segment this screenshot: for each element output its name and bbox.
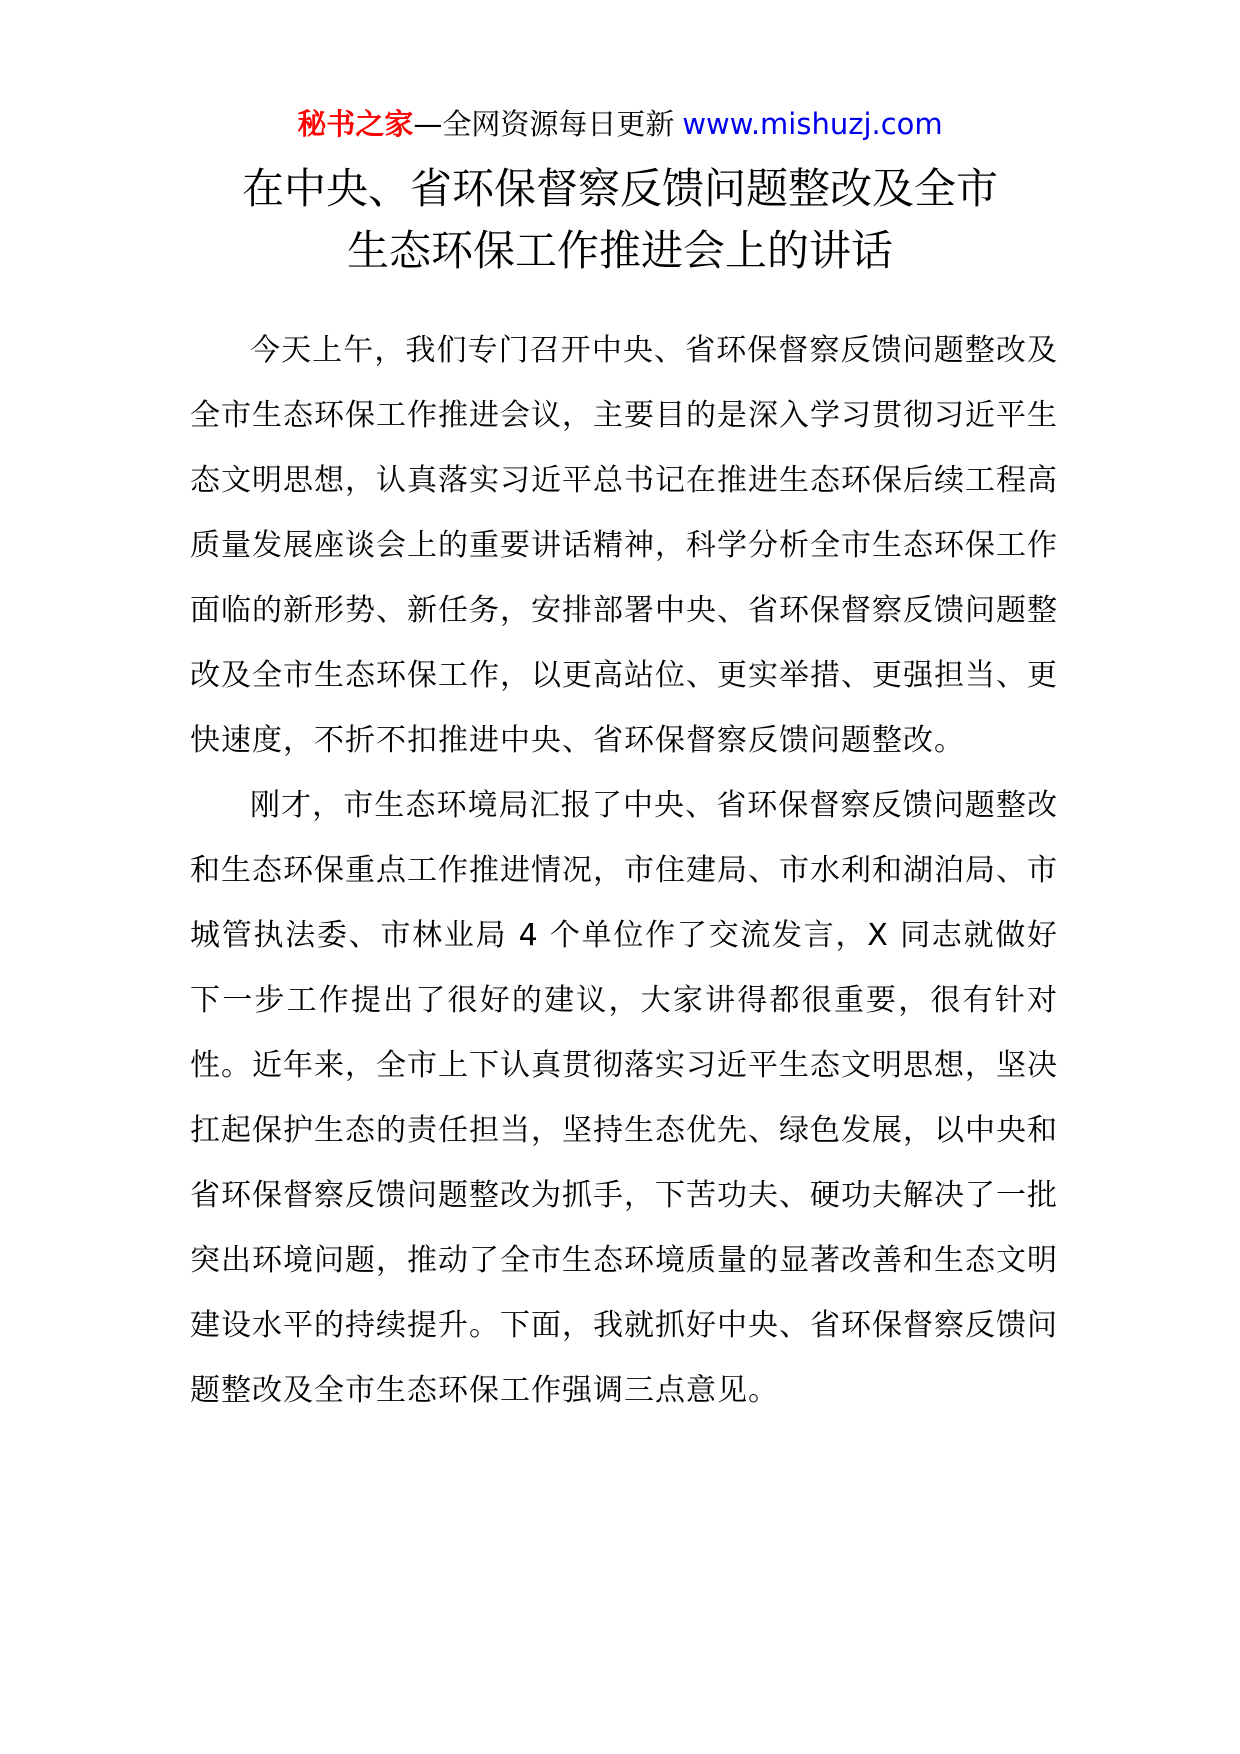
document-title	[100, 158, 1140, 282]
paragraph-2: 刚才，市生态环境局汇报了中央、省环保督察反馈问题整改和生态环保重点工作推进情况，市住建局、市水利和湖泊局、市城管执法委、市林业局 4 个单位作了交流发言，X 同志就做好下一步工作提出了很好的建议，大家讲得都很重要，很有针对性。近年来，全市上下认真贯彻落实习近平生态文明思想，坚决扛起保护生态的责任担当，坚持生态优先、绿色发展，以中央和省环保督察反馈问题整改为抓手，下苦功夫、硬功夫解决了一批突出环境问题，推动了全市生态环境质量的显著改善和生态文明建设水平的持续提升。下面，我就抓好中央、省环保督察反馈问题整改及全市生态环保工作强调三点意见。	[190, 788, 1058, 1408]
document-body	[190, 318, 1058, 1423]
site-header	[0, 104, 1240, 144]
paragraph-1: 今天上午，我们专门召开中央、省环保督察反馈问题整改及全市生态环保工作推进会议，主要目的是深入学习贯彻习近平生态文明思想，认真落实习近平总书记在推进生态环保后续工程高质量发展座谈会上的重要讲话精神，科学分析全市生态环保工作面临的新形势、新任务，安排部署中央、省环保督察反馈问题整改及全市生态环保工作，以更高站位、更实举措、更强担当、更快速度，不折不扣推进中央、省环保督察反馈问题整改。	[190, 333, 1058, 758]
title-line-2: 生态环保工作推进会上的讲话	[346, 226, 893, 275]
brand-name: 秘书之家	[297, 107, 414, 141]
title-line-1: 在中央、省环保督察反馈问题整改及全市	[241, 164, 998, 213]
header-tagline: —全网资源每日更新	[413, 107, 675, 141]
site-link[interactable]: www.mishuzj.com	[682, 107, 943, 141]
